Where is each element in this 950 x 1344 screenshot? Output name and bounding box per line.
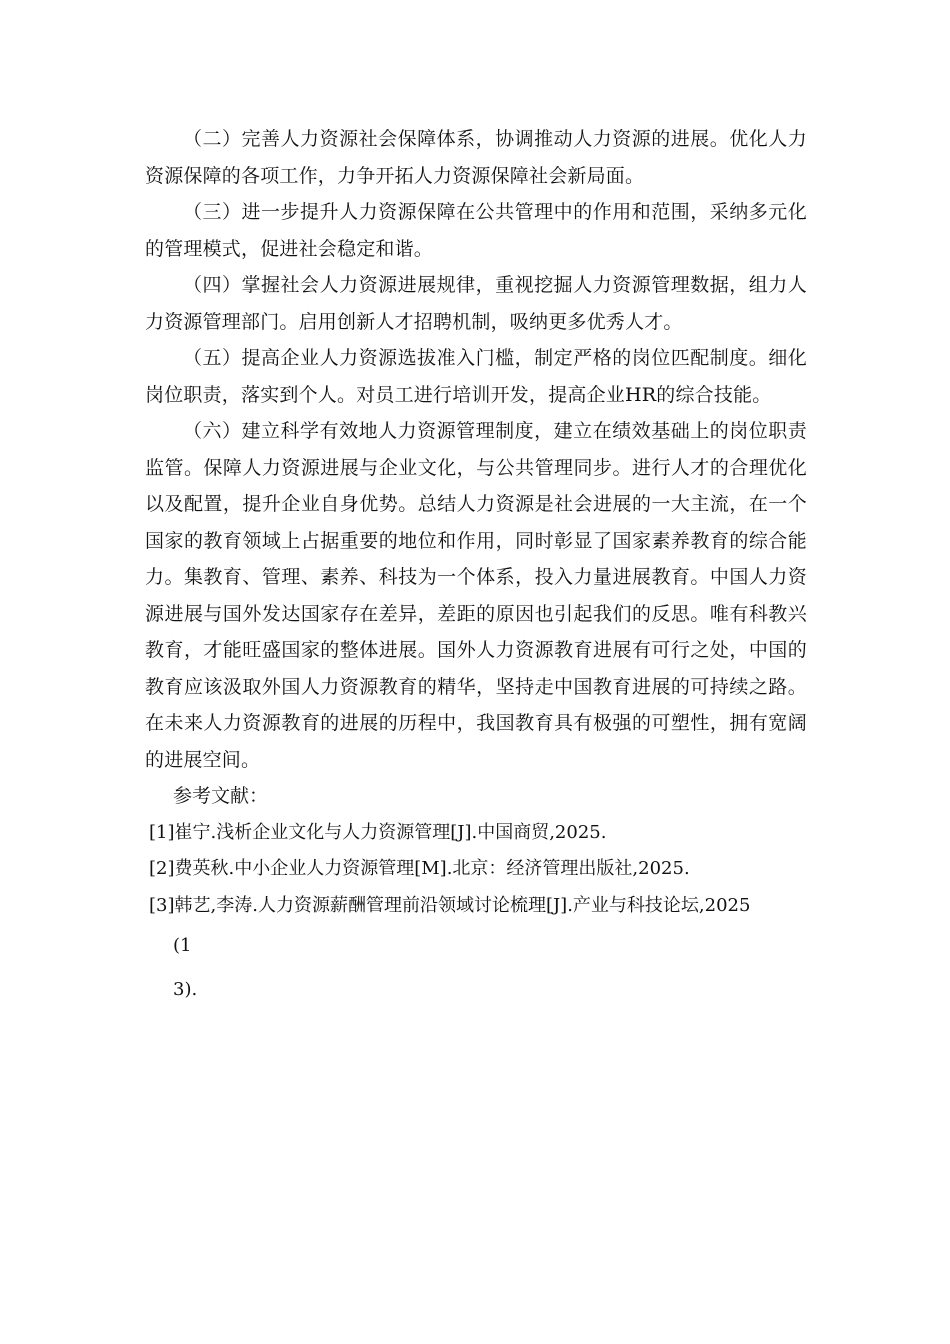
reference-item-2: [2]费英秋.中小企业人力资源管理[M].北京：经济管理出版社,2025.: [149, 858, 690, 879]
reference-item-3-continuation-1: (1: [173, 935, 192, 956]
reference-item-1: [1]崔宁.浅析企业文化与人力资源管理[J].中国商贸,2025.: [149, 821, 607, 843]
paragraph-5: （五）提高企业人力资源选拔准入门槛，制定严格的岗位匹配制度。细化岗位职责，落实到个人。对员工进行培训开发，提高企业HR的综合技能。: [145, 347, 807, 406]
paragraph-3: （三）进一步提升人力资源保障在公共管理中的作用和范围，采纳多元化的管理模式，促进社会稳定和谐。: [145, 201, 807, 260]
paragraph-6: （六）建立科学有效地人力资源管理制度，建立在绩效基础上的岗位职责监管。保障人力资源进展与企业文化，与公共管理同步。进行人才的合理优化以及配置，提升企业自身优势。总结人力资源是社会进展的一大主流，在一个国家的教育领域上占据重要的地位和作用，同时彰显了国家素养教育的综合能力。集教育、管理、素养、科技为一个体系，投入力量进展教育。中国人力资源进展与国外发达国家存在差异，差距的原因也引起我们的反思。唯有科教兴教育，才能旺盛国家的整体进展。国外人力资源教育进展有可行之处，中国的教育应该汲取外国人力资源教育的精华，坚持走中国教育进展的可持续之路。在未来人力资源教育的进展的历程中，我国教育具有极强的可塑性，拥有宽阔的进展空间。: [145, 420, 807, 771]
document-body: [145, 121, 807, 1012]
paragraph-4: （四）掌握社会人力资源进展规律，重视挖掘人力资源管理数据，组力人力资源管理部门。启用创新人才招聘机制，吸纳更多优秀人才。: [145, 274, 807, 333]
reference-item-3: [3]韩艺,李涛.人力资源薪酬管理前沿领域讨论梳理[J].产业与科技论坛,2025: [149, 894, 751, 916]
references-title: 参考文献：: [173, 785, 269, 807]
reference-item-3-continuation-2: 3).: [173, 979, 198, 1000]
paragraph-2: （二）完善人力资源社会保障体系，协调推动人力资源的进展。优化人力资源保障的各项工作，力争开拓人力资源保障社会新局面。: [145, 128, 807, 187]
